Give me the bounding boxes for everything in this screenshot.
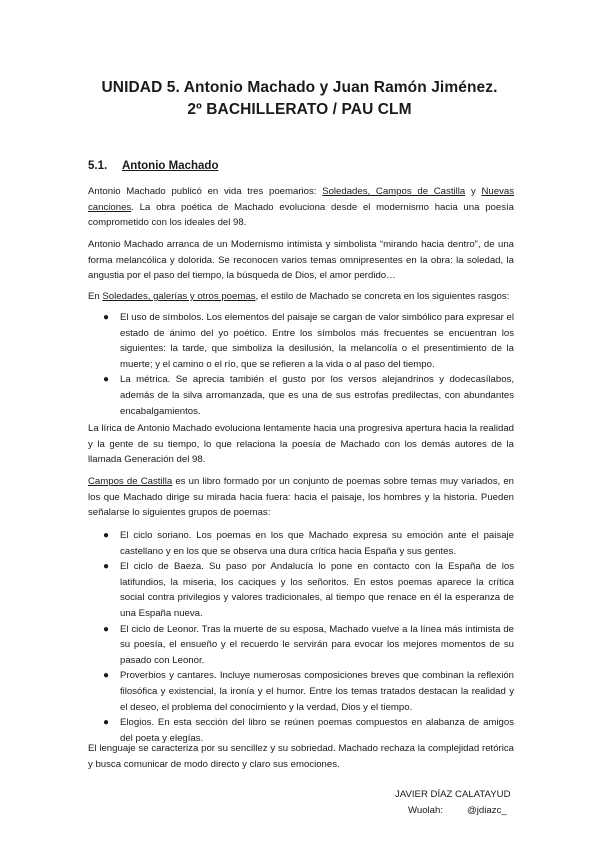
bullet-icon: ●: [103, 561, 110, 573]
list-item: [88, 622, 514, 669]
text-run: . La obra poética de Machado evoluciona desde el modernismo hacia una poesía comprometido con los ideales del 98.: [88, 201, 514, 229]
work-title-campos-de-castilla: Campos de Castilla: [88, 476, 173, 487]
bullet-icon: ●: [103, 312, 110, 323]
text-run: En: [88, 291, 103, 302]
paragraph-soledades: [88, 289, 514, 305]
list-item-text: Elogios. En esta sección del libro se reúnen poemas compuestos en alabanza de amigos del poeta y elegías.: [120, 717, 514, 744]
list-item-text: El ciclo de Leonor. Tras la muerte de su esposa, Machado vuelve a la línea más intimista de su poesía, el ensueño y el recuerdo le servirán para evocar los mejores momentos de su pasado con Leonor.: [120, 623, 514, 666]
work-title-nuevas-canciones: Nuevas canciones: [88, 186, 514, 213]
paragraph-modernismo: Antonio Machado arranca de un Modernismo intimista y simbolista “mirando hacia dentro”, de una forma melancólica y dolorida. Se reconocen varios temas omnipresentes en la obra: la soledad, la angustia por el paso del tiempo, la búsqueda de Dios, el amor perdido…: [88, 239, 514, 282]
document-subtitle: 2º BACHILLERATO / PAU CLM: [187, 101, 412, 118]
list-grupos: [88, 528, 514, 746]
text-run: y: [465, 186, 482, 197]
text-run: es un libro formado por un conjunto de poemas sobre temas muy variados, en los que Machado dirige su mirada hacia fuera: hacia el paisaje, los hombres y la historia. Pueden señalarse lo siguientes grupos de poemas:: [88, 476, 514, 519]
paragraph-campos: [88, 474, 514, 521]
text-run: , el estilo de Machado se concreta en los siguientes rasgos:: [255, 291, 510, 302]
work-title-soledades-galerias: Soledades, galerías y otros poemas: [102, 291, 256, 302]
list-item: [88, 310, 514, 372]
list-item-text: El ciclo soriano. Los poemas en los que Machado expresa su emoción ante el paisaje castellano y en los que se observa una dura crítica hacia España y sus gentes.: [120, 530, 514, 557]
footer-wuolah: [408, 803, 507, 819]
bullet-icon: ●: [103, 623, 110, 635]
section-number: 5.1.: [88, 160, 108, 172]
footer-author: JAVIER DÍAZ CALATAYUD: [395, 789, 511, 800]
paragraph-lenguaje: El lenguaje se caracteriza por su sencillez y su sobriedad. Machado rechaza la complejidad retórica y busca comunicar de modo directo y claro sus emociones.: [88, 743, 514, 770]
bullet-icon: ●: [103, 670, 110, 682]
text-run: Antonio Machado publicó en vida tres poemarios:: [88, 186, 323, 197]
section-title: Antonio Machado: [122, 160, 219, 172]
work-title-soledades-campos: Soledades, Campos de Castilla: [322, 186, 466, 197]
section-heading: [88, 160, 218, 172]
bullet-icon: ●: [103, 717, 110, 729]
list-item: [88, 559, 514, 621]
bullet-icon: ●: [103, 530, 110, 541]
wuolah-label: Wuolah:: [408, 805, 444, 816]
list-item-text: Proverbios y cantares. Incluye numerosas composiciones breves que combinan la reflexión filosófica y existencial, la ironía y el humor. Entre los temas tratados destacan la realidad y el deseo, el problema del conocimiento y la verdad, Dios y el tiempo.: [120, 670, 514, 713]
paragraph-poemarios: [88, 184, 514, 231]
paragraph-evolucion: La lírica de Antonio Machado evoluciona lentamente hacia una progresiva apertura hacia la realidad y la gente de su tiempo, lo que relaciona la poesía de Machado con los demás autores de la llamada Generación del 98.: [88, 423, 514, 466]
list-rasgos: [88, 310, 514, 419]
list-item: [88, 528, 514, 559]
bullet-icon: ●: [103, 374, 110, 386]
list-item-text: El uso de símbolos. Los elementos del paisaje se cargan de valor simbólico para expresar el estado de ánimo del yo poético. Entre los símbolos más frecuentes se encuentran los siguientes: la tarde, que simboliza la desilusión, la melancolía o el presentimiento de la muerte; y el camino o el río, que se refieren a la vida o al paso del tiempo.: [120, 312, 514, 370]
list-item: [88, 372, 514, 419]
list-item: [88, 668, 514, 715]
wuolah-handle: @jdiazc_: [467, 805, 507, 816]
list-item-text: El ciclo de Baeza. Su paso por Andalucía lo pone en contacto con la España de los latifundios, la miseria, los caciques y los señoritos. En estos poemas aparece la crítica social contra privilegios y valores tradicionales, al tiempo que renace en él la esperanza de una España nueva.: [120, 561, 514, 619]
document-title: UNIDAD 5. Antonio Machado y Juan Ramón Jiménez.: [101, 79, 498, 96]
list-item-text: La métrica. Se aprecia también el gusto por los versos alejandrinos y dodecasílabos, además de la silva arromanzada, que es una de sus estrofas predilectas, con abundantes encabalgamientos.: [120, 374, 514, 417]
